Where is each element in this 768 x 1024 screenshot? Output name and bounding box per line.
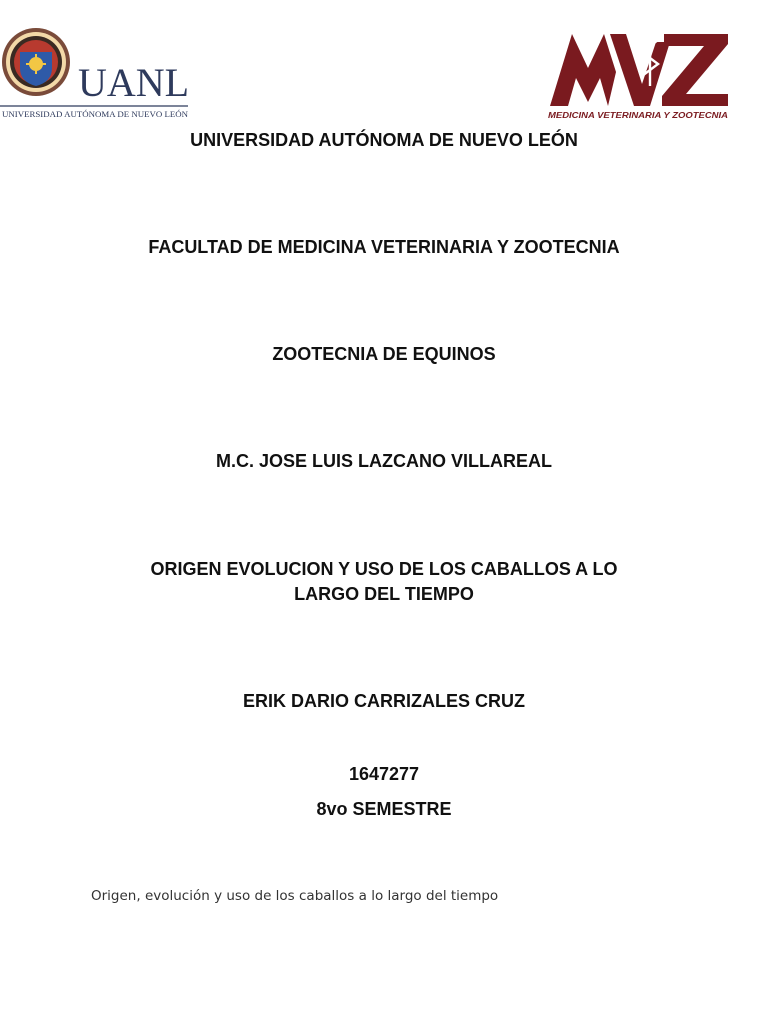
course-name: ZOOTECNIA DE EQUINOS bbox=[272, 344, 496, 364]
professor-name: M.C. JOSE LUIS LAZCANO VILLAREAL bbox=[215, 451, 552, 471]
intro-text: Origen, evolución y uso de los caballos a lo largo del tiempo bbox=[91, 888, 499, 904]
document-title-line-1: ORIGEN EVOLUCION Y USO DE LOS CABALLOS A LO bbox=[150, 559, 618, 579]
uanl-wordmark: UANL bbox=[78, 60, 190, 105]
student-id: 1647277 bbox=[348, 764, 420, 784]
mvz-emblem-icon bbox=[550, 34, 728, 106]
document-title-line-2: LARGO DEL TIEMPO bbox=[294, 584, 474, 604]
semester: 8vo SEMESTRE bbox=[316, 799, 452, 819]
uanl-seal-icon bbox=[2, 28, 70, 96]
mvz-caption: MEDICINA VETERINARIA Y ZOOTECNIA bbox=[548, 111, 729, 120]
student-name: ERIK DARIO CARRIZALES CRUZ bbox=[243, 691, 525, 711]
uanl-subtitle: UNIVERSIDAD AUTÓNOMA DE NUEVO LEÓN bbox=[2, 109, 188, 119]
university-name: UNIVERSIDAD AUTÓNOMA DE NUEVO LEÓN bbox=[190, 130, 578, 150]
mvz-logo bbox=[546, 28, 730, 120]
faculty-name: FACULTAD DE MEDICINA VETERINARIA Y ZOOTECNIA bbox=[148, 237, 620, 257]
uanl-logo bbox=[0, 26, 192, 122]
